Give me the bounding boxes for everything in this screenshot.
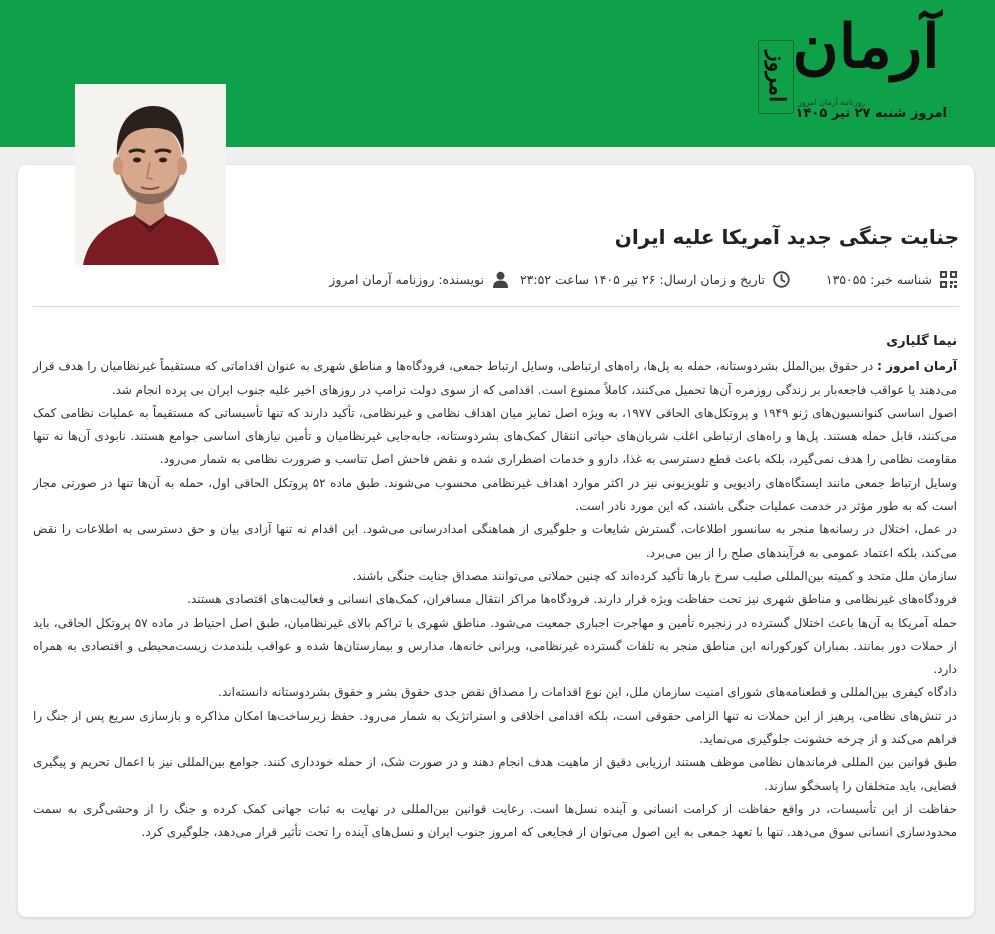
author-name: نویسنده: روزنامه آرمان امروز [329,272,484,287]
clock-icon [773,271,790,288]
paragraph: فرودگاه‌های غیرنظامی و مناطق شهری نیز تحت حفاظت ویژه قرار دارند. فرودگاه‌ها مراکز انتقال مسافران، کمک‌های انسانی و فعالیت‌های اقتصادی هستند. [187,592,957,607]
meta-divider [33,306,959,307]
news-id: شناسه خبر: ۱۳۵۰۵۵ [825,272,932,287]
qr-code-icon [940,271,957,288]
paragraph: وسایل ارتباط جمعی مانند ایستگاه‌های رادیویی و تلویزیونی نیز در اکثر موارد اهداف غیرنظامی محسوب می‌شوند. طبق ماده ۵۲ پروتکل الحاقی اول، حمله به آن‌ها تنها در صورتی مجاز است که به طور مؤثر در خدمت عملیات جنگی باشند، که این مورد نادر است. [33,475,957,514]
user-icon [492,271,509,288]
logo-main-text: آرمان [792,12,940,82]
publish-datetime: تاریخ و زمان ارسال: ۲۶ تیر ۱۴۰۵ ساعت ۲۳:۵۲ [519,272,765,287]
article-title: جنایت جنگی جدید آمریکا علیه ایران [614,225,959,249]
meta-news-id [826,271,957,288]
lead-text: در حقوق بین‌الملل بشردوستانه، حمله به پل‌ها، راه‌های ارتباطی، وسایل ارتباط جمعی، فرودگاه‌ها و مناطق شهری به عنوان اقداماتی که مستقیماً غیرنظامیان را هدف قرار می‌دهند یا عواقب فاجعه‌بار بر زندگی روزمره آن‌ها تحمیل می‌کنند، کاملاً ممنوع است. اقدامی که از سوی دولت ترامپ در روزهای اخیر علیه جنوب ایران بی پرده انجام شد. [33,359,957,397]
paragraph: طبق قوانین بین المللی فرماندهان نظامی موظف هستند ارزیابی دقیق از ماهیت هدف انجام دهند و در صورت شک، از حمله خودداری کنند. جوامع بین‌المللی نیز با اعمال تحریم و پیگیری قضایی، باید متخلفان را پاسخگو سازند. [33,755,957,793]
paragraph: حمله آمریکا به آن‌ها باعث اختلال گسترده در زنجیره تأمین و مهاجرت اجباری جمعیت می‌شود. مناطق شهری با تراکم بالای غیرنظامیان، طبق اصل احتیاط در ماده ۵۷ پروتکل الحاقی، باید از حملات دور بمانند. بمباران کورکورانه این مناطق منجر به تلفات گسترده غیرنظامی، ویرانی خانه‌ها، مدارس و بیمارستان‌ها شده و عواقب بلندمدت زیست‌محیطی و اقتصادی به همراه دارد. [33,615,957,677]
article-body [33,330,957,845]
paragraph: اصول اساسی کنوانسیون‌های ژنو ۱۹۴۹ و پروتکل‌های الحاقی ۱۹۷۷، به ویژه اصل تمایز میان اهداف نظامی و غیرنظامی، تأکید دارند که تنها تأسیساتی که مستقیماً به عملیات نظامی کمک می‌کنند، قابل حمله هستند. پل‌ها و راه‌های ارتباطی اغلب شریان‌های حیاتی انتقال کمک‌های بشردوستانه، جابه‌جایی غیرنظامیان و تأمین نیازهای اساسی جوامع هستند. نابودی آن‌ها نه تنها مقاومت نظامی را هدف نمی‌گیرد، بلکه باعث قطع دسترسی به غذا، دارو و خدمات اضطراری شده و نقض فاحش اصل تناسب و ضرورت نظامی به شمار می‌رود. [33,405,958,467]
logo-sub-text: امروز [758,40,794,114]
paragraph: سازمان ملل متحد و کمیته بین‌المللی صلیب سرخ بارها تأکید کرده‌اند که چنین حملاتی می‌توانند مصداق جنایت جنگی باشند. [352,568,957,583]
article-byline: نیما گلیاری [886,334,957,349]
meta-datetime [520,271,790,288]
meta-author [329,271,509,288]
today-date: امروز شنبه ۲۷ تیر ۱۴۰۵ [795,106,947,121]
author-photo [75,84,226,265]
paragraph: دادگاه کیفری بین‌المللی و قطعنامه‌های شورای امنیت سازمان ملل، این نوع اقدامات را مصداق نقض جدی حقوق بشر و حقوق بشردوستانه دانسته‌اند. [218,685,957,700]
author-portrait-image [75,84,226,265]
paragraph: در عمل، اختلال در رسانه‌ها منجر به سانسور اطلاعات، گسترش شایعات و جلوگیری از هماهنگی امدادرسانی می‌شود. این اقدام نه تنها آزادی بیان و حق دسترسی به اطلاعات را نقض می‌کند، بلکه اعتماد عمومی به فرآیندهای صلح را از بین می‌برد. [33,522,957,560]
paragraph: حفاظت از این تأسیسات، در واقع حفاظت از کرامت انسانی و آینده نسل‌ها است. رعایت قوانین بین‌المللی در نهایت به ثبات جهانی کمک کرده و جنگ را از وحشی‌گری به سمت محدودسازی انسانی سوق می‌دهد. تنها با تعهد جمعی به این اصول می‌توان از فجایعی که امروز جنوب ایران و نسل‌های آینده را تحت تأثیر قرار می‌دهد، جلوگیری کرد. [33,801,957,840]
lead-label: آرمان امروز : [877,359,957,374]
logo-tagline: روزنامه آرمان امروز [798,98,866,107]
lead-paragraph [33,355,957,402]
paragraph: در تنش‌های نظامی، پرهیز از این حملات نه تنها الزامی حقوقی است، بلکه اقدامی اخلاقی و استراتژیک به شمار می‌رود. حفظ زیرساخت‌ها امکان مذاکره و بازسازی سریع پس از جنگ را فراهم می‌کند و از چرخه خشونت جلوگیری می‌نماید. [33,708,957,747]
